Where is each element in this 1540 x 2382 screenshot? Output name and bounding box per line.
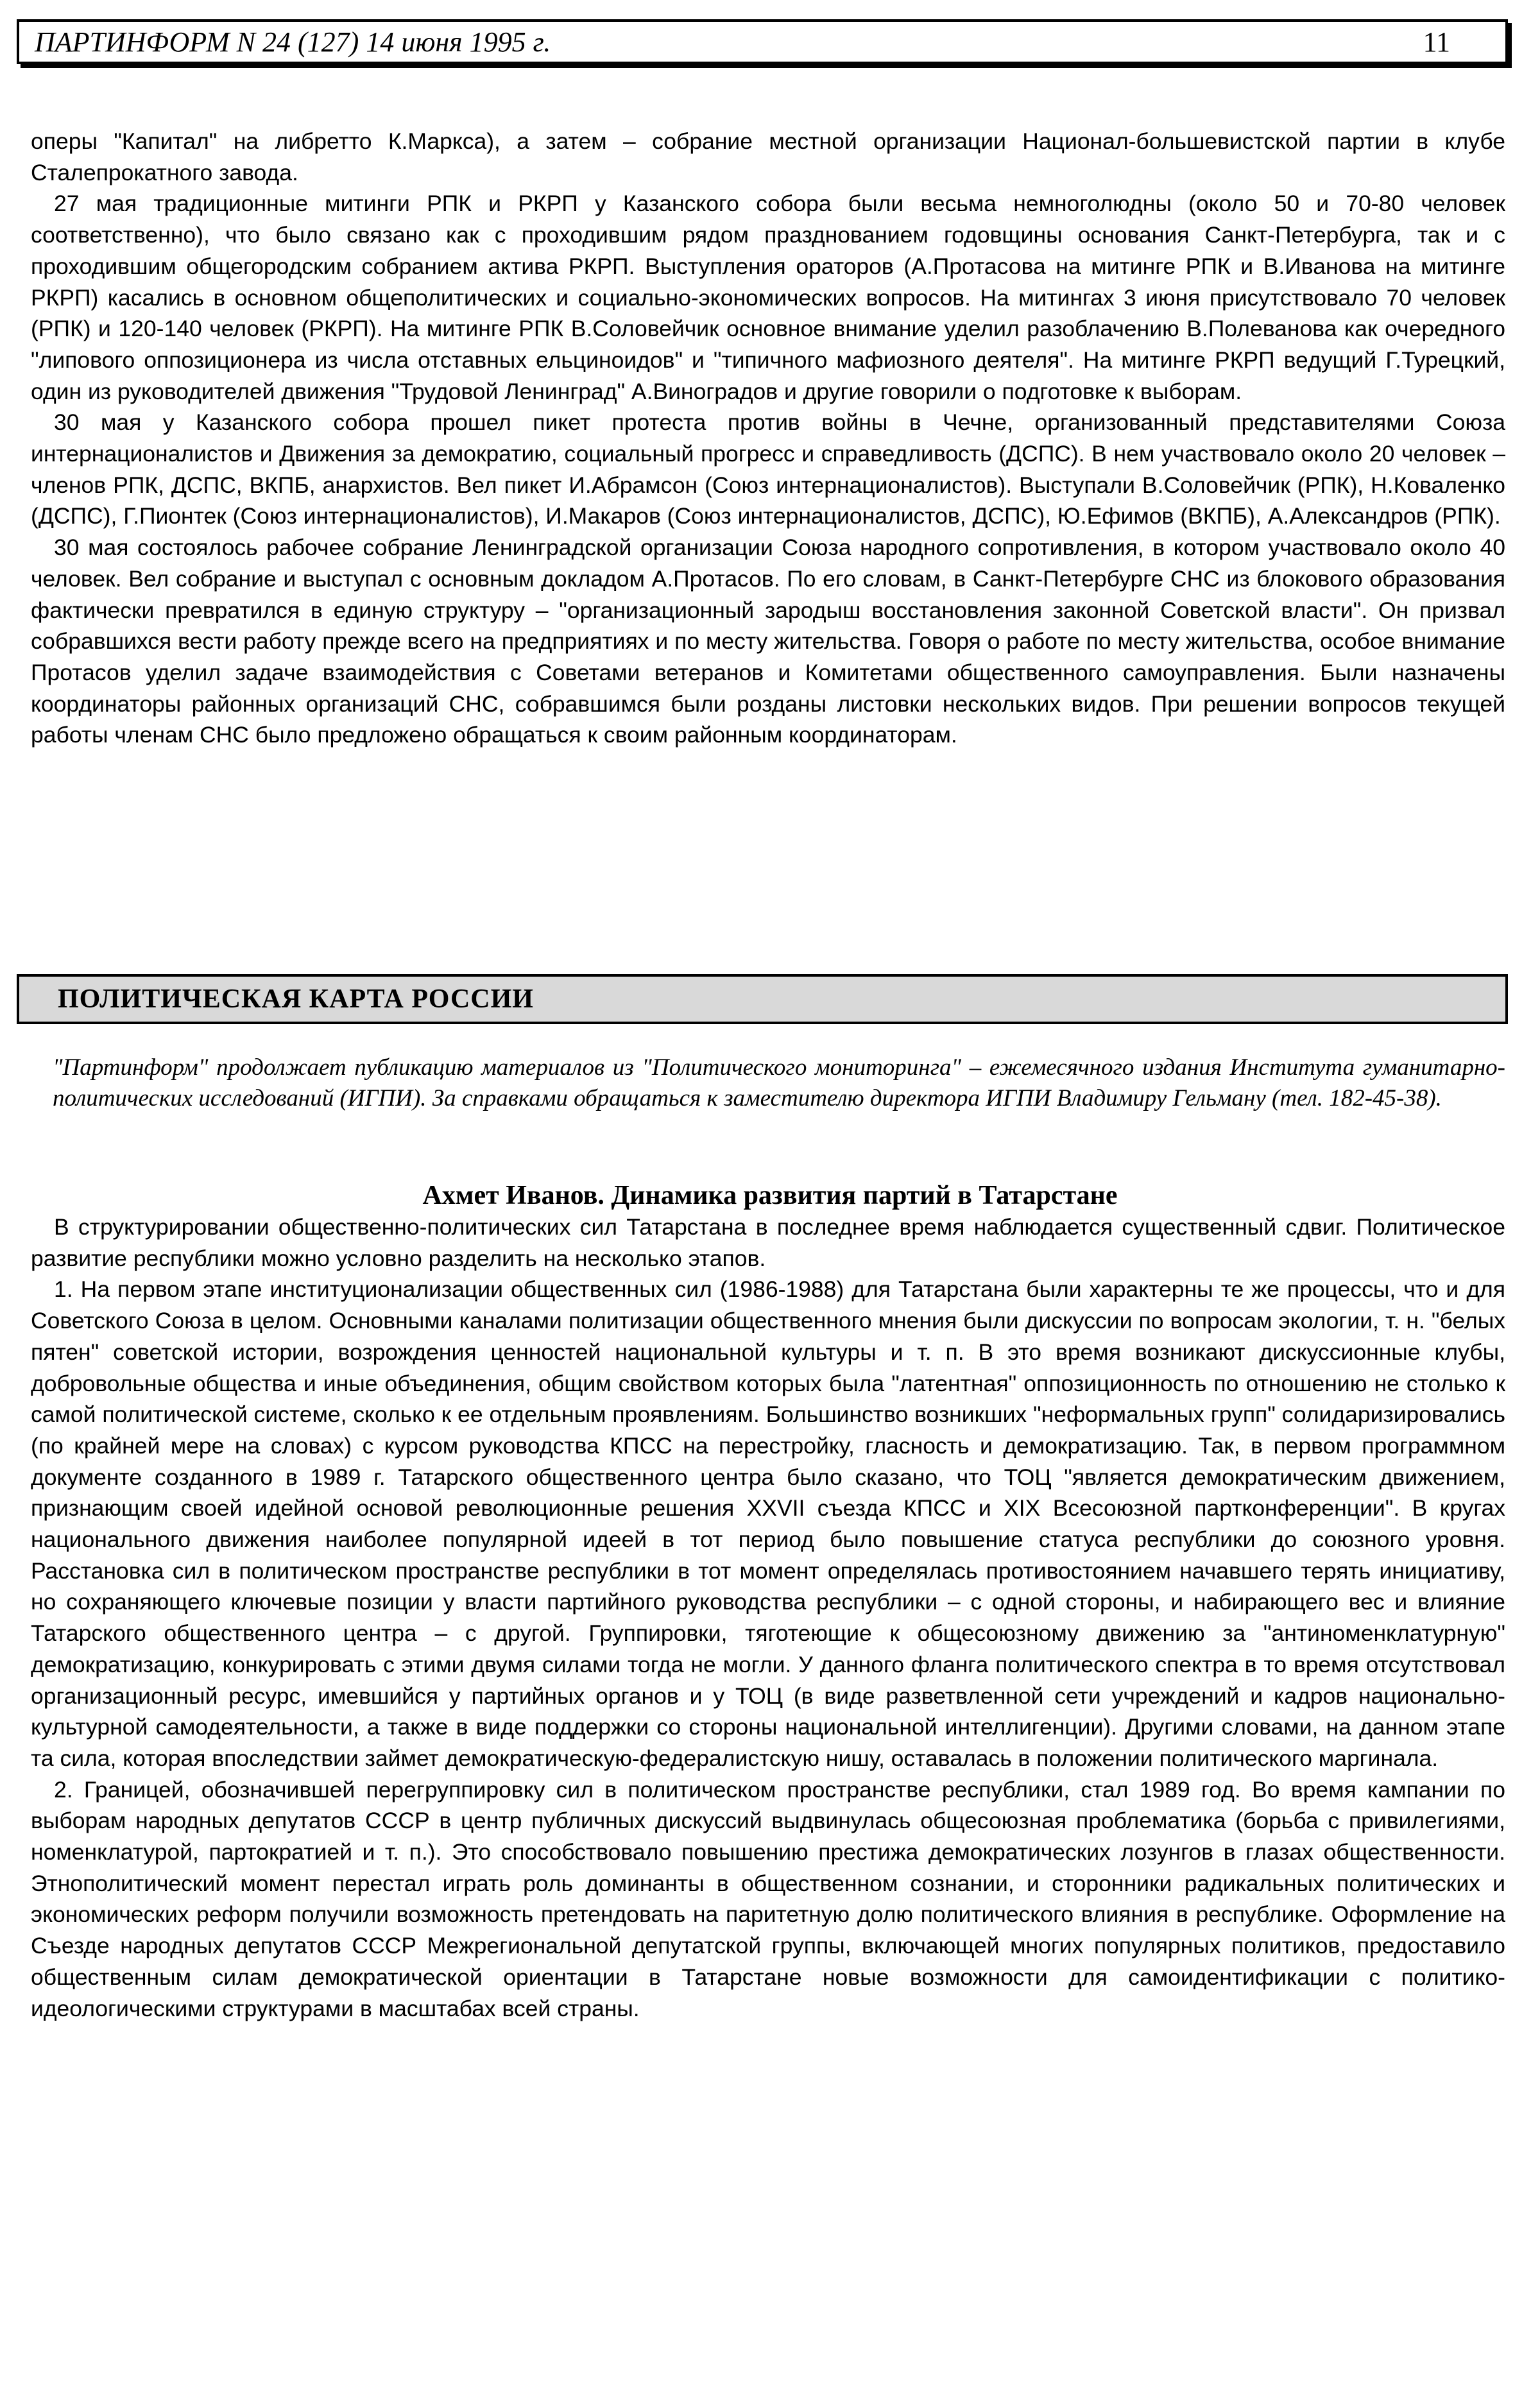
article-body — [31, 1212, 1505, 2024]
paragraph: 30 мая у Казанского собора прошел пикет протеста против войны в Чечне, организованный представителями Союза интернационалистов и Движения за демократию, социальный прогресс и справедливость (ДСПС). В нем участвовало около 20 человек – членов РПК, ДСПС, ВКПБ, анархистов. Вел пикет И.Абрамсон (Союз интернационалистов). Выступали В.Соловейчик (РПК), Н.Коваленко (ДСПС), Г.Пионтек (Союз интернационалистов), И.Макаров (Союз интернационалистов, ДСПС), Ю.Ефимов (ВКПБ), А.Александров (РПК). — [31, 409, 1505, 529]
paragraph: оперы "Капитал" на либретто К.Маркса), а затем – собрание местной организации Национал-большевистской партии в клубе Сталепрокатного завода. — [31, 128, 1505, 185]
paragraph: 2. Границей, обозначившей перегруппировку сил в политическом пространстве республики, стал 1989 год. Во время кампании по выборам народных депутатов СССР в центр публичных дискуссий выдвинулась общесоюзная проблематика (борьба с привилегиями, номенклатурой, партократией и т. п.). Это способствовало повышению престижа демократических лозунгов в глазах общественности. Этнополитический момент перестал играть роль доминанты в общественном сознании, и сторонники радикальных политических и экономических реформ получили возможность претендовать на паритетную долю политического влияния в республике. Оформление на Съезде народных депутатов СССР Межрегиональной депутатской группы, включающей многих популярных политиков, предоставило общественным силам демократической ориентации в Татарстане новые возможности для самоидентификации с политико-идеологическими структурами в масштабах всей страны. — [31, 1776, 1505, 2021]
header-title: ПАРТИНФОРМ N 24 (127) 14 июня 1995 г. — [35, 26, 551, 58]
paragraph: 30 мая состоялось рабочее собрание Ленинградской организации Союза народного сопротивления, в котором участвовало около 40 человек. Вел собрание и выступал с основным докладом А.Протасов. По его словам, в Санкт-Петербурге СНС из блокового образования фактически превратился в единую структуру – "организационный зародыш восстановления законной Советской власти". Он призвал собравшихся вести работу прежде всего на предприятиях и по месту жительства. Говоря о работе по месту жительства, особое внимание Протасов уделил задаче взаимодействия с Советами ветеранов и Комитетами общественного самоуправления. Были назначены координаторы районных организаций СНС, собравшимся были розданы листовки нескольких видов. При решении вопросов текущей работы членам СНС было предложено обращаться к своим районным координаторам. — [31, 535, 1505, 748]
paragraph: В структурировании общественно-политических сил Татарстана в последнее время наблюдается существенный сдвиг. Политическое развитие республики можно условно разделить на несколько этапов. — [31, 1214, 1505, 1271]
paragraph: 27 мая традиционные митинги РПК и РКРП у Казанского собора были весьма немноголюдны (около 50 и 70-80 человек соответственно), что было связано как с проходившим рядом празднованием годовщины основания Санкт-Петербурга, так и с проходившим общегородским собранием актива РКРП. Выступления ораторов (А.Протасова на митинге РПК и В.Иванова на митинге РКРП) касались в основном общеполитических и социально-экономических вопросов. На митингах 3 июня присутствовало 70 человек (РПК) и 120-140 человек (РКРП). На митинге РПК В.Соловейчик основное внимание уделил разоблачению В.Полеванова как очередного "липового оппозиционера из числа отставных ельциноидов" и "типичного мафиозного деятеля". На митинге РКРП ведущий Г.Турецкий, один из руководителей движения "Трудовой Ленинград" А.Виноградов и другие говорили о подготовке к выборам. — [31, 191, 1505, 404]
article-title: Ахмет Иванов. Динамика развития партий в Татарстане — [422, 1181, 1118, 1210]
section-title: ПОЛИТИЧЕСКАЯ КАРТА РОССИИ — [58, 984, 534, 1014]
section-intro: "Партинформ" продолжает публикацию материалов из "Политического мониторинга" – ежемесячного издания Института гуманитарно-политических исследований (ИГПИ). За справками обращаться к заместителю директора ИГПИ Владимиру Гельману (тел. 182-45-38). — [53, 1054, 1505, 1111]
page-number: 11 — [1423, 26, 1450, 58]
news-text-block — [31, 126, 1505, 751]
section-heading — [17, 974, 1508, 1024]
page-header — [17, 19, 1508, 64]
paragraph: 1. На первом этапе институционализации общественных сил (1986-1988) для Татарстана были характерны те же процессы, что и для Советского Союза в целом. Основными каналами политизации общественного мнения были дискуссии по вопросам экологии, т. н. "белых пятен" советской истории, возрождения ценностей национальной культуры и т. п. В это время возникают дискуссионные клубы, добровольные общества и иные объединения, общим свойством которых была "латентная" оппозиционность по отношению не столько к самой политической системе, сколько к ее отдельным проявлениям. Большинство возникших "неформальных групп" солидаризировались (по крайней мере на словах) с курсом руководства КПСС на перестройку, гласность и демократизацию. Так, в первом программном документе созданного в 1989 г. Татарского общественного центра было сказано, что ТОЦ "является демократическим движением, признающим своей идейной основой революционные решения XXVII съезда КПСС и XIX Всесоюзной партконференции". В кругах национального движения наиболее популярной идеей в тот период было повышение статуса республики до союзного уровня. Расстановка сил в политическом пространстве республики в тот момент определялась противостоянием начавшего терять инициативу, но сохраняющего ключевые позиции у власти партийного руководства республики – с одной стороны, и набирающего вес и влияние Татарского общественного центра – с другой. Группировки, тяготеющие к общесоюзному движению за "антиноменклатурную" демократизацию, конкурировать с этими двумя силами тогда не могли. У данного фланга политического спектра в то время отсутствовал организационный ресурс, имевшийся у партийных органов и у ТОЦ (в виде разветвленной сети учреждений и кадров национально-культурной самодеятельности, а также в виде поддержки со стороны национальной интеллигенции). Другими словами, на данном этапе та сила, которая впоследствии займет демократическую-федералистскую нишу, оставалась в положении политического маргинала. — [31, 1276, 1506, 1771]
